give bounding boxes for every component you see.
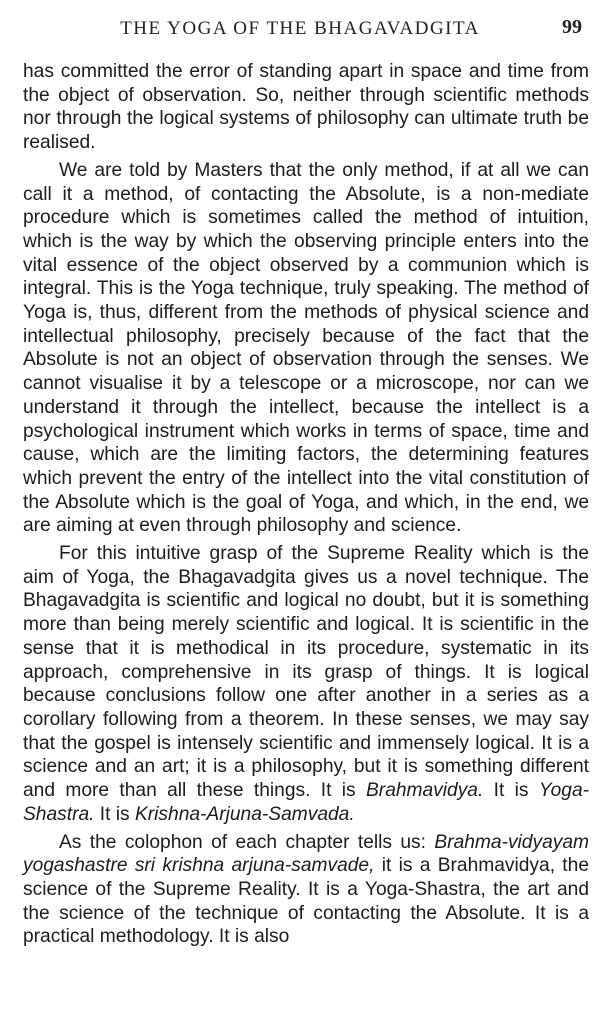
text-run: It is xyxy=(94,803,135,825)
text-run: We are told by Masters that the only method, if at all we can call it a method, of contacting the Absolute, is a non-mediate procedure which is sometimes called the method of intuition, which is the way by which the observing principle enters into the vital essence of the object observed by a communion which is integral. This is the Yoga technique, truly speaking. The method of Yoga is, thus, different from the methods of physical science and intellectual philosophy, precisely because of the fact that the Absolute is not an object of observation through the senses. We cannot visualise it by a telescope or a microscope, nor can we understand it through the intellect, because the intellect is a psychological instrument which works in terms of space, time and cause, which are the limiting factors, the determining features which prevent the entry of the intellect into the vital constitution of the Absolute which is the goal of Yoga, and which, in the end, we are aiming at even through philosophy and science. xyxy=(23,159,589,537)
italic-term-yoga-shastra: Yoga-Shastra. xyxy=(23,780,590,825)
running-title: THE YOGA OF THE BHAGAVADGITA xyxy=(120,18,480,39)
text-run: For this intuitive grasp of the Supreme Reality which is the aim of Yoga, the Bhagavadgita gives us a novel technique. The Bhagavadgita is scientific and logical no doubt, but it is something more than being merely scientific and logical. It is scientific in the sense that it is methodical in its procedure, systematic in its approach, comprehensive in its grasp of things. It is logical because conclusions follow one after another in a series as a corollary following from a theorem. In these senses, we may say that the gospel is intensely scientific and immensely logical. It is a science and an art; it is a philosophy, but it is something different and more than all these things. It is xyxy=(23,543,589,802)
paragraph-3 xyxy=(23,542,589,826)
italic-colophon-quote: Brahma-vidyayam yogashastre sri krishna arjuna-samvade, xyxy=(23,831,589,877)
text-run: it is a Brahmavidya, the science of the Supreme Reality. It is a Yoga-Shastra, the art and the science of the technique of contacting the Absolute. It is a practical methodology. It is also xyxy=(23,855,589,948)
italic-term-krishna-arjuna-samvada: Krishna-Arjuna-Samvada. xyxy=(134,803,355,825)
page-number: 99 xyxy=(562,16,582,38)
running-header xyxy=(0,10,600,50)
paragraph-4 xyxy=(23,831,589,950)
paragraph-2 xyxy=(23,159,589,538)
italic-term-brahmavidya: Brahmavidya. xyxy=(366,780,484,802)
body-text xyxy=(23,60,589,949)
text-run: As the colophon of each chapter tells us: xyxy=(59,831,435,853)
paragraph-1 xyxy=(23,60,589,155)
text-run: It is xyxy=(483,780,539,802)
text-run: has committed the error of standing apart in space and time from the object of observation. So, neither through scientific methods nor through the logical systems of philosophy can ultimate truth be realised. xyxy=(23,61,589,154)
